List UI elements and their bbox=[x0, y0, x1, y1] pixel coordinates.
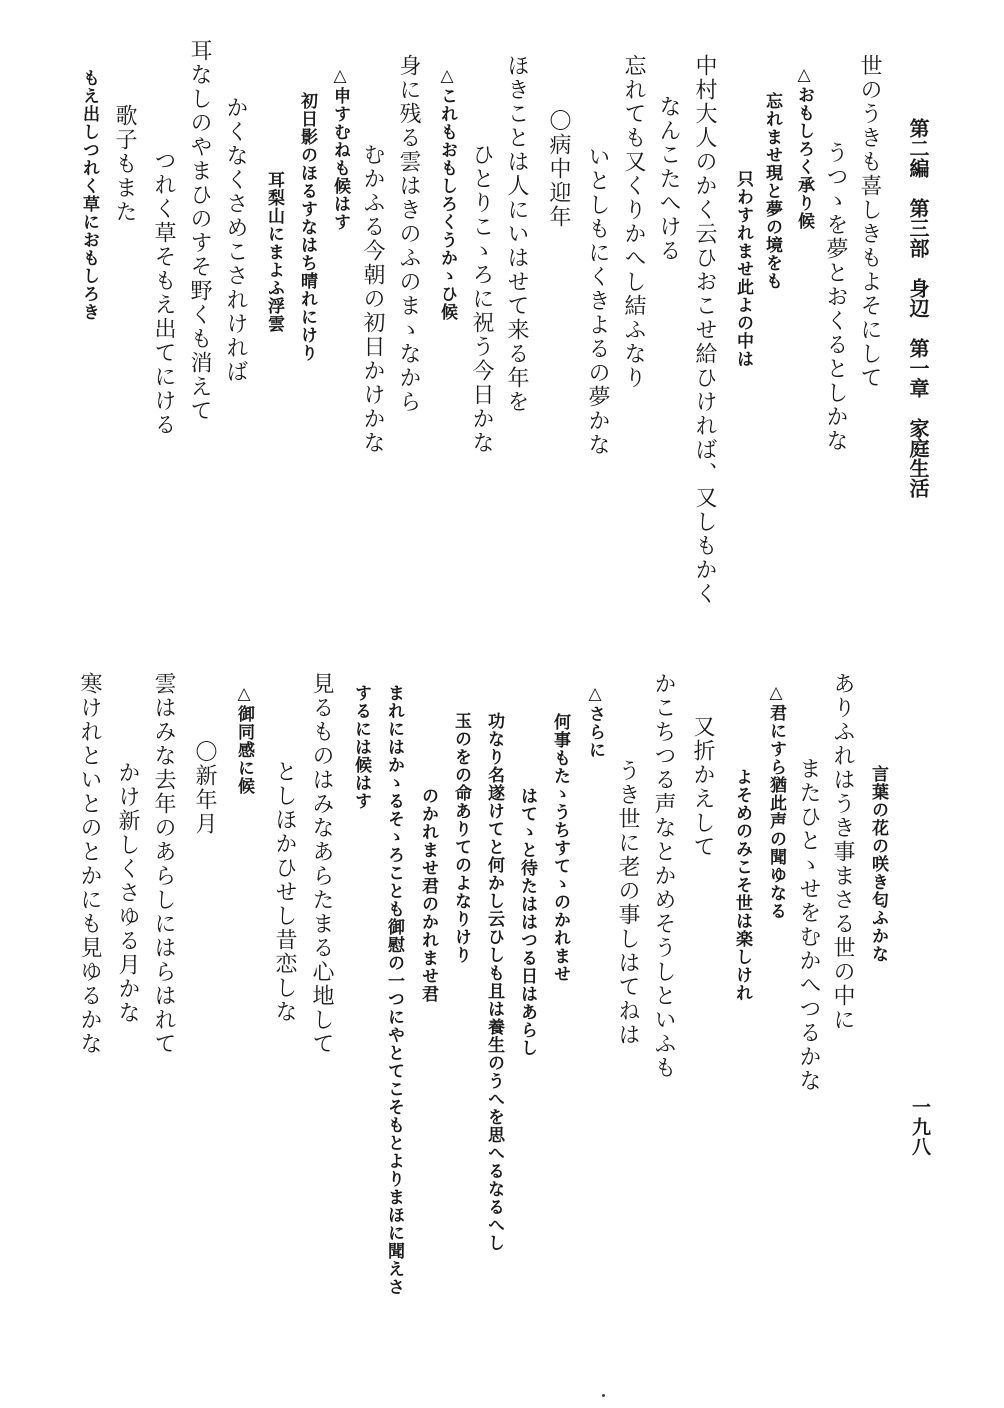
upper-line-21: つれく草そもえ出てにける bbox=[151, 149, 176, 437]
lower-line-22: かけ新しくさゆる月かな bbox=[115, 761, 140, 1025]
upper-line-23: もえ出しつれく草におもしろき bbox=[79, 69, 99, 321]
lower-line-8: うき世に老の事しはてねは bbox=[615, 759, 640, 1047]
lower-line-21: 雲はみな去年のあらしにはらはれて bbox=[151, 672, 176, 1056]
lower-line-4: △君にすら猶此声の聞ゆなる bbox=[766, 683, 786, 920]
upper-line-9: いとしもにくきよるの夢かな bbox=[585, 145, 610, 457]
print-speck bbox=[602, 1394, 605, 1397]
upper-line-4: 忘れませ現と夢の境をも bbox=[762, 92, 782, 290]
lower-line-6: 又折かえして bbox=[690, 715, 715, 859]
lower-line-15: まれにはかゝるそゝろことも御慰の一つにやとてこそもとよりまほに聞えさ bbox=[384, 684, 404, 1296]
lower-line-12: 功なり名遂けてと何かし云ひしも且は養生のうへを思へるなるへし bbox=[484, 712, 504, 1252]
lower-line-5: よそめのみこそ世は楽しけれ bbox=[732, 768, 752, 1002]
upper-line-2: うつゝを夢とおくるとしかな bbox=[823, 141, 848, 453]
lower-line-20: 〇新年月 bbox=[192, 740, 217, 836]
upper-line-5: 只わすれませ此よの中は bbox=[733, 170, 753, 368]
running-title: 第二編 第三部 身辺 第一章 家庭生活 bbox=[906, 118, 930, 498]
upper-line-19: かくなくさめこされければ bbox=[223, 96, 248, 384]
upper-line-20: 耳なしのやまひのすそ野くも消えて bbox=[187, 39, 212, 423]
upper-line-17: 初日影のほるすなはち晴れにけり bbox=[297, 92, 317, 362]
upper-line-18: 耳梨山にまよふ浮雲 bbox=[264, 171, 284, 333]
lower-line-23: 寒けれといとのとかにも見ゆるかな bbox=[77, 672, 102, 1056]
lower-line-19: △御同感に候 bbox=[234, 684, 254, 795]
lower-line-7: かこちつる声なとかめそうしといふも bbox=[651, 672, 676, 1080]
lower-line-11: はてゝと待たははつる日はあらし bbox=[517, 787, 537, 1057]
upper-line-13: △これもおもしろくうかゝひ候 bbox=[437, 66, 457, 321]
upper-line-22: 歌子もまた bbox=[112, 104, 137, 224]
upper-line-11: ほきことは人にいはせて来る年を bbox=[504, 54, 529, 414]
upper-line-3: △おもしろく承り候 bbox=[794, 65, 814, 230]
lower-line-18: としほかひせし昔恋しな bbox=[272, 760, 297, 1024]
lower-line-2: ありふれはうき事まさる世の中に bbox=[830, 672, 855, 1032]
upper-line-1: 世のうきも喜しきもよそにして bbox=[857, 54, 882, 390]
upper-line-15: むかふる今朝の初日かけかな bbox=[360, 143, 385, 455]
page-number: 一九八 bbox=[909, 1097, 931, 1157]
lower-line-9: △さらに bbox=[585, 684, 605, 759]
upper-line-10: 〇病中迎年 bbox=[546, 109, 571, 229]
lower-line-17: 見るものはみなあらたまる心地して bbox=[309, 672, 334, 1056]
lower-line-1: 言葉の花の咲き匂ふかな bbox=[868, 765, 888, 963]
lower-line-3: またひとゝせをむかへつるかな bbox=[796, 757, 821, 1093]
lower-line-16: するには候はす bbox=[351, 684, 371, 810]
upper-line-6: 中村大人のかく云ひおこせ給ひければ、又しもかく bbox=[692, 54, 717, 606]
upper-line-14: 身に残る雲はきのふのまゝなから bbox=[396, 54, 421, 414]
upper-line-16: △申すむねも候はす bbox=[330, 66, 350, 231]
lower-line-14: のかれませ君のかれませ君 bbox=[418, 787, 438, 1003]
upper-line-12: ひとりこゝろに祝う今日かな bbox=[469, 143, 494, 455]
lower-line-13: 玉のをの命ありてのよなりけり bbox=[451, 712, 471, 964]
upper-line-7: なんこたへける bbox=[656, 95, 681, 263]
lower-line-10: 何事もたゝうちすてゝのかれませ bbox=[550, 713, 570, 983]
upper-line-8: 忘れても又くりかへし結ふなり bbox=[621, 54, 646, 390]
